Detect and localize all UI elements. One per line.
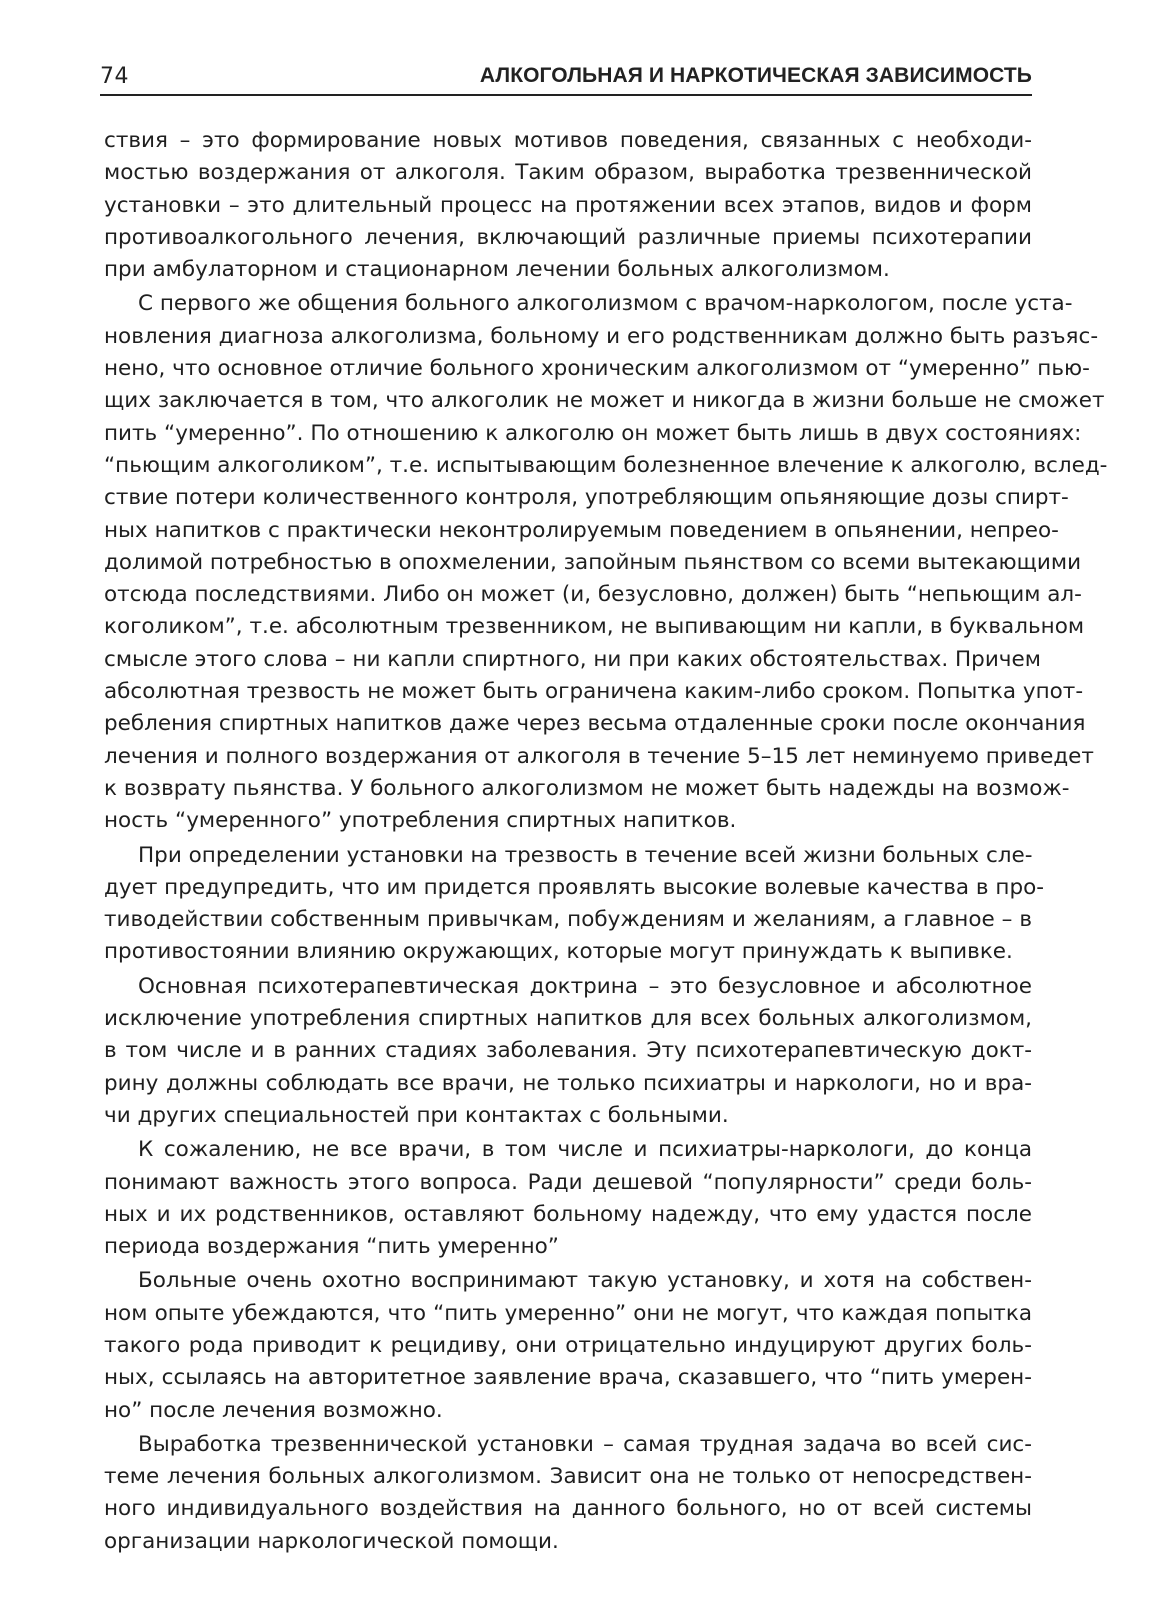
text-line: При определении установки на трезвость в течение всей жизни больных сле- [138, 842, 1033, 868]
text-line: при амбулаторном и стационарном лечении больных алкоголизмом. [104, 257, 890, 283]
paragraph [104, 971, 1032, 1132]
paragraph [104, 1134, 1032, 1263]
text-line: ных напитков с практически неконтролируемым поведением в опьянении, непрео- [104, 517, 1059, 543]
text-line: ного индивидуального воздействия на данного больного, но от всей системы [104, 1496, 1032, 1522]
text-line: ствие потери количественного контроля, употребляющим опьяняющие дозы спирт- [104, 485, 1069, 511]
text-line: противостоянии влиянию окружающих, которые могут принуждать к выпивке. [104, 939, 1013, 965]
text-line: такого рода приводит к рецидиву, они отрицательно индуцируют других боль- [104, 1332, 1032, 1358]
running-header [100, 56, 1032, 96]
text-line: рину должны соблюдать все врачи, не только психиатры и наркологи, но и вра- [104, 1070, 1032, 1096]
text-line: мостью воздержания от алкоголя. Таким образом, выработка трезвеннической [104, 160, 1032, 186]
paragraph [104, 1429, 1032, 1558]
page-number: 74 [100, 64, 129, 89]
paragraph [104, 1265, 1032, 1426]
text-line: ных, ссылаясь на авторитетное заявление врача, сказавшего, что “пить умерен- [104, 1365, 1032, 1391]
text-line: ном опыте убеждаются, что “пить умеренно” они не могут, что каждая попытка [104, 1300, 1032, 1326]
text-line: смысле этого слова – ни капли спиртного, ни при каких обстоятельствах. Причем [104, 646, 1041, 672]
text-line: ребления спиртных напитков даже через весьма отдаленные сроки после окончания [104, 711, 1086, 737]
text-line: щих заключается в том, что алкоголик не может и никогда в жизни больше не сможет [104, 388, 1105, 414]
text-line: новления диагноза алкоголизма, больному и его родственникам должно быть разъяс- [104, 323, 1099, 349]
text-line: тиводействии собственным привычкам, побуждениям и желаниям, а главное – в [104, 907, 1032, 933]
text-line: Больные очень охотно воспринимают такую установку, и хотя на собствен- [138, 1268, 1032, 1294]
text-line: ствия – это формирование новых мотивов поведения, связанных с необходи- [104, 128, 1032, 153]
text-line: организации наркологической помощи. [104, 1528, 559, 1554]
text-line: К сожалению, не все врачи, в том числе и психиатры-наркологи, до конца [138, 1137, 1032, 1163]
text-line: лечения и полного воздержания от алкоголя в течение 5–15 лет неминуемо приведет [104, 743, 1094, 769]
text-line: в том числе и в ранних стадиях заболевания. Эту психотерапевтическую докт- [104, 1038, 1032, 1064]
text-line: ность “умеренного” употребления спиртных напитков. [104, 808, 737, 834]
text-line: исключение употребления спиртных напитков для всех больных алкоголизмом, [104, 1006, 1032, 1032]
paragraph [104, 125, 1032, 286]
text-line: теме лечения больных алкоголизмом. Зависит она не только от непосредствен- [104, 1464, 1032, 1490]
text-line: противоалкогольного лечения, включающий различные приемы психотерапии [104, 224, 1032, 250]
paragraph [104, 840, 1045, 969]
text-line: периода воздержания “пить умеренно” [104, 1234, 559, 1260]
text-line: С первого же общения больного алкоголизмом с врачом-наркологом, после уста- [138, 291, 1073, 317]
text-line: понимают важность этого вопроса. Ради дешевой “популярности” среди боль- [104, 1169, 1032, 1195]
text-line: чи других специальностей при контактах с больными. [104, 1102, 729, 1128]
paragraph [104, 288, 1108, 837]
body-text [104, 125, 1108, 1558]
text-line: коголиком”, т.е. абсолютным трезвенником, не выпивающим ни капли, в буквальном [104, 614, 1085, 640]
text-line: дует предупредить, что им придется проявлять высокие волевые качества в про- [104, 874, 1045, 900]
running-title: АЛКОГОЛЬНАЯ И НАРКОТИЧЕСКАЯ ЗАВИСИМОСТЬ [479, 64, 1032, 87]
text-line: к возврату пьянства. У больного алкоголизмом не может быть надежды на возмож- [104, 775, 1070, 801]
text-line: абсолютная трезвость не может быть ограничена каким-либо сроком. Попытка упот- [104, 679, 1084, 705]
text-line: “пьющим алкоголиком”, т.е. испытывающим болезненное влечение к алкоголю, вслед- [104, 452, 1108, 478]
text-line: отсюда последствиями. Либо он может (и, безусловно, должен) быть “непьющим ал- [104, 582, 1082, 608]
text-line: установки – это длительный процесс на протяжении всех этапов, видов и форм [104, 192, 1032, 218]
text-line: Выработка трезвеннической установки – самая трудная задача во всей сис- [138, 1431, 1032, 1457]
text-line: пить “умеренно”. По отношению к алкоголю он может быть лишь в двух состояниях: [104, 420, 1082, 446]
text-line: но” после лечения возможно. [104, 1397, 443, 1423]
text-line: нено, что основное отличие больного хроническим алкоголизмом от “умеренно” пью- [104, 356, 1090, 382]
text-line: ных и их родственников, оставляют больному надежду, что ему удастся после [104, 1201, 1032, 1227]
text-line: Основная психотерапевтическая доктрина – это безусловное и абсолютное [138, 973, 1032, 999]
text-line: долимой потребностью в опохмелении, запойным пьянством со всеми вытекающими [104, 549, 1082, 575]
